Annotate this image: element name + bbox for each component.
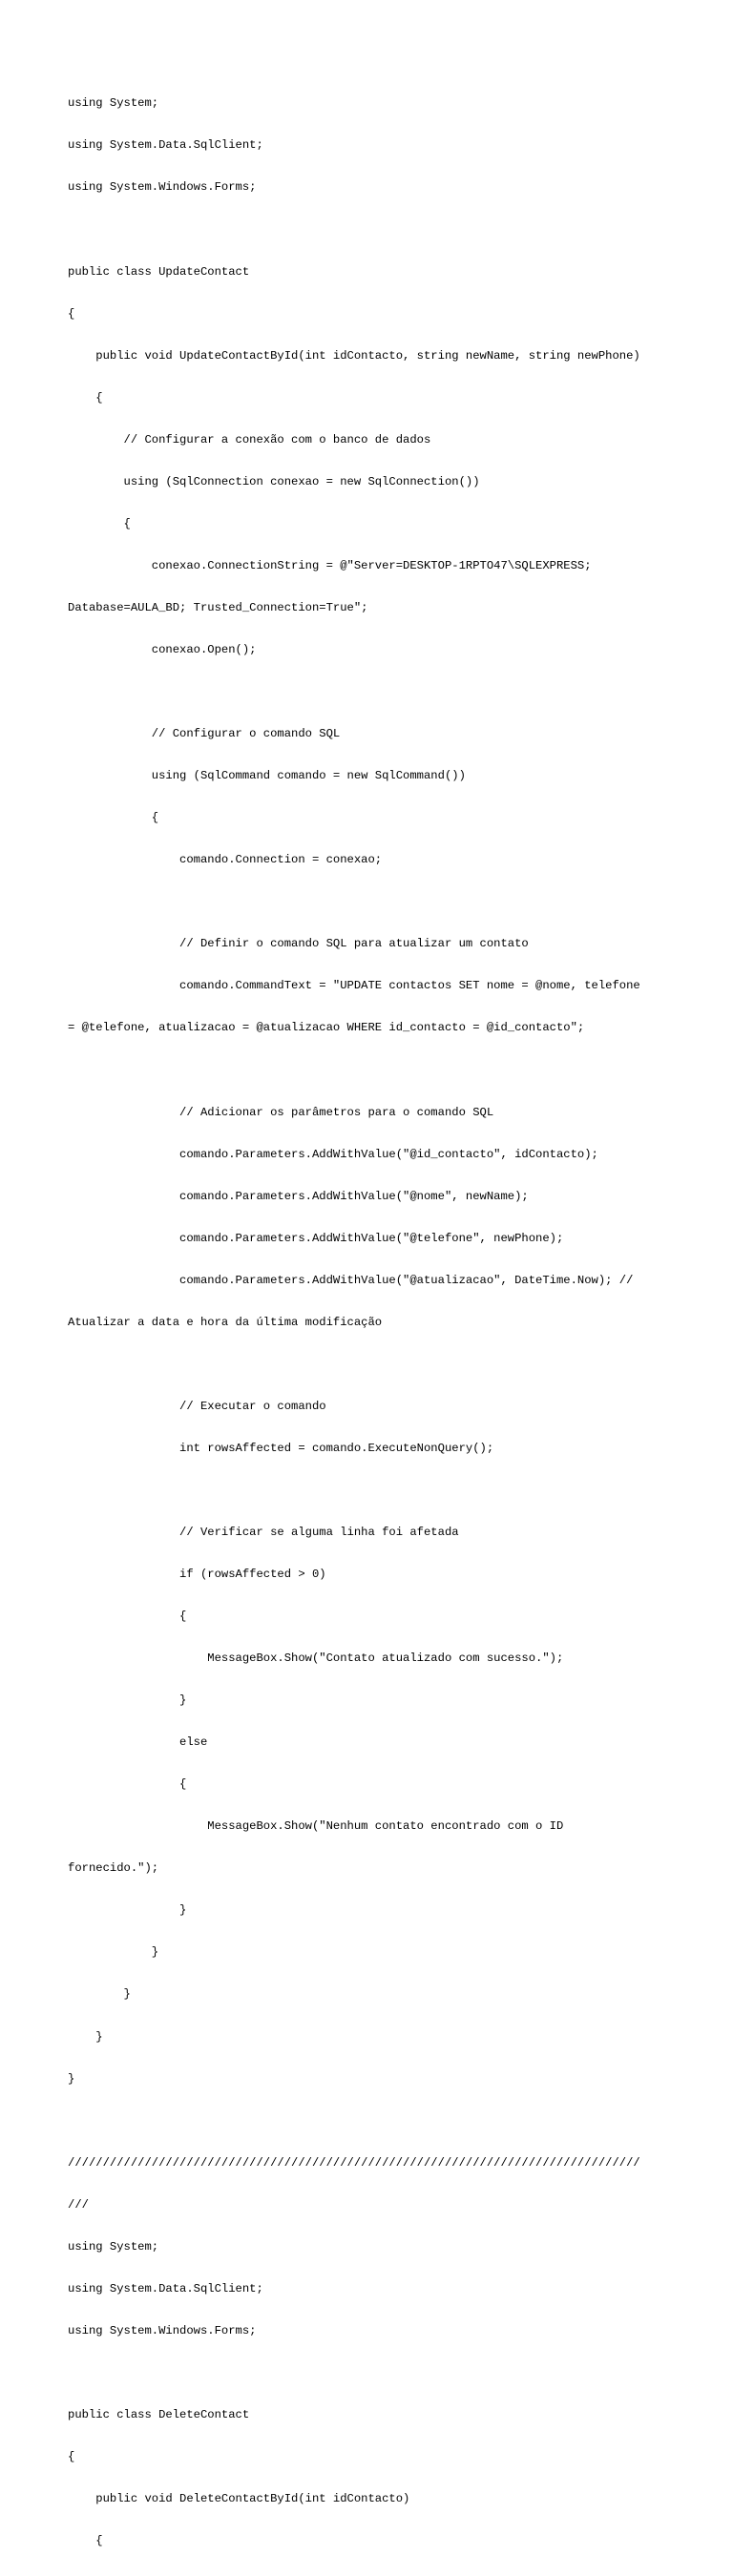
code-line: comando.Parameters.AddWithValue("@id_contacto", idContacto); — [68, 1147, 598, 1161]
code-line: MessageBox.Show("Contato atualizado com sucesso."); — [68, 1652, 564, 1666]
code-line: /// — [68, 2197, 89, 2212]
code-line: } — [68, 2071, 75, 2086]
code-line — [68, 1358, 679, 1372]
code-line: } — [68, 1987, 131, 2002]
code-line: // Executar o comando — [68, 1399, 326, 1413]
code-line: comando.Parameters.AddWithValue("@atualizacao", DateTime.Now); // — [68, 1273, 634, 1287]
code-line: { — [68, 1777, 187, 1792]
code-line: conexao.Open(); — [68, 642, 257, 656]
code-line: { — [68, 516, 131, 530]
code-line: conexao.ConnectionString = @"Server=DESKTOP-1RPTO47\SQLEXPRESS; — [68, 558, 592, 572]
code-line: comando.Parameters.AddWithValue("@nome", newName); — [68, 1189, 529, 1203]
code-line: using (SqlConnection conexao = new SqlConnection()) — [68, 474, 480, 488]
code-line: using System; — [68, 96, 159, 111]
code-line: comando.Connection = conexao; — [68, 853, 383, 867]
code-line: fornecido."); — [68, 1861, 159, 1876]
code-line: public class UpdateContact — [68, 264, 250, 279]
code-line — [68, 223, 679, 238]
code-line: { — [68, 306, 75, 321]
code-line — [68, 1063, 679, 1077]
code-line: // Definir o comando SQL para atualizar um contato — [68, 937, 529, 951]
code-line: Database=AULA_BD; Trusted_Connection=True"; — [68, 600, 368, 614]
code-line: using System.Windows.Forms; — [68, 180, 257, 195]
code-line: } — [68, 2029, 103, 2044]
code-line: public class DeleteContact — [68, 2407, 250, 2421]
code-line: { — [68, 2534, 103, 2548]
code-line: public void UpdateContactById(int idContacto, string newName, string newPhone) — [68, 348, 640, 363]
code-line — [68, 2114, 679, 2129]
code-line: int rowsAffected = comando.ExecuteNonQuery(); — [68, 1441, 494, 1455]
code-line: if (rowsAffected > 0) — [68, 1568, 326, 1582]
code-line: // Configurar a conexão com o banco de dados — [68, 432, 431, 447]
code-line: using System.Data.SqlClient; — [68, 2281, 263, 2296]
code-listing — [68, 69, 679, 2576]
code-line: using (SqlCommand comando = new SqlCommand()) — [68, 769, 466, 783]
code-line: // Configurar o comando SQL — [68, 727, 341, 741]
code-line: // Adicionar os parâmetros para o comando SQL — [68, 1105, 494, 1119]
code-line: using System; — [68, 2239, 159, 2254]
code-line — [68, 685, 679, 699]
code-line — [68, 2366, 679, 2380]
code-line — [68, 895, 679, 909]
code-line: MessageBox.Show("Nenhum contato encontrado com o ID — [68, 1819, 564, 1834]
code-line: { — [68, 1610, 187, 1624]
code-line: = @telefone, atualizacao = @atualizacao WHERE id_contacto = @id_contacto"; — [68, 1021, 585, 1035]
code-line: Atualizar a data e hora da última modificação — [68, 1315, 383, 1329]
code-line: } — [68, 1945, 159, 1960]
code-line: // Verificar se alguma linha foi afetada — [68, 1525, 459, 1539]
code-line: comando.CommandText = "UPDATE contactos SET nome = @nome, telefone — [68, 979, 640, 993]
code-line: } — [68, 1693, 187, 1708]
code-line: ////////////////////////////////////////////////////////////////////////////////// — [68, 2155, 640, 2170]
code-line: } — [68, 1903, 187, 1918]
code-line: else — [68, 1735, 208, 1750]
code-line: using System.Windows.Forms; — [68, 2323, 257, 2337]
code-line: { — [68, 390, 103, 405]
code-line: public void DeleteContactById(int idContacto) — [68, 2492, 410, 2506]
code-line: { — [68, 2450, 75, 2463]
code-line: comando.Parameters.AddWithValue("@telefone", newPhone); — [68, 1231, 564, 1245]
code-line: using System.Data.SqlClient; — [68, 138, 263, 153]
code-line: { — [68, 811, 159, 825]
code-line — [68, 1484, 679, 1498]
